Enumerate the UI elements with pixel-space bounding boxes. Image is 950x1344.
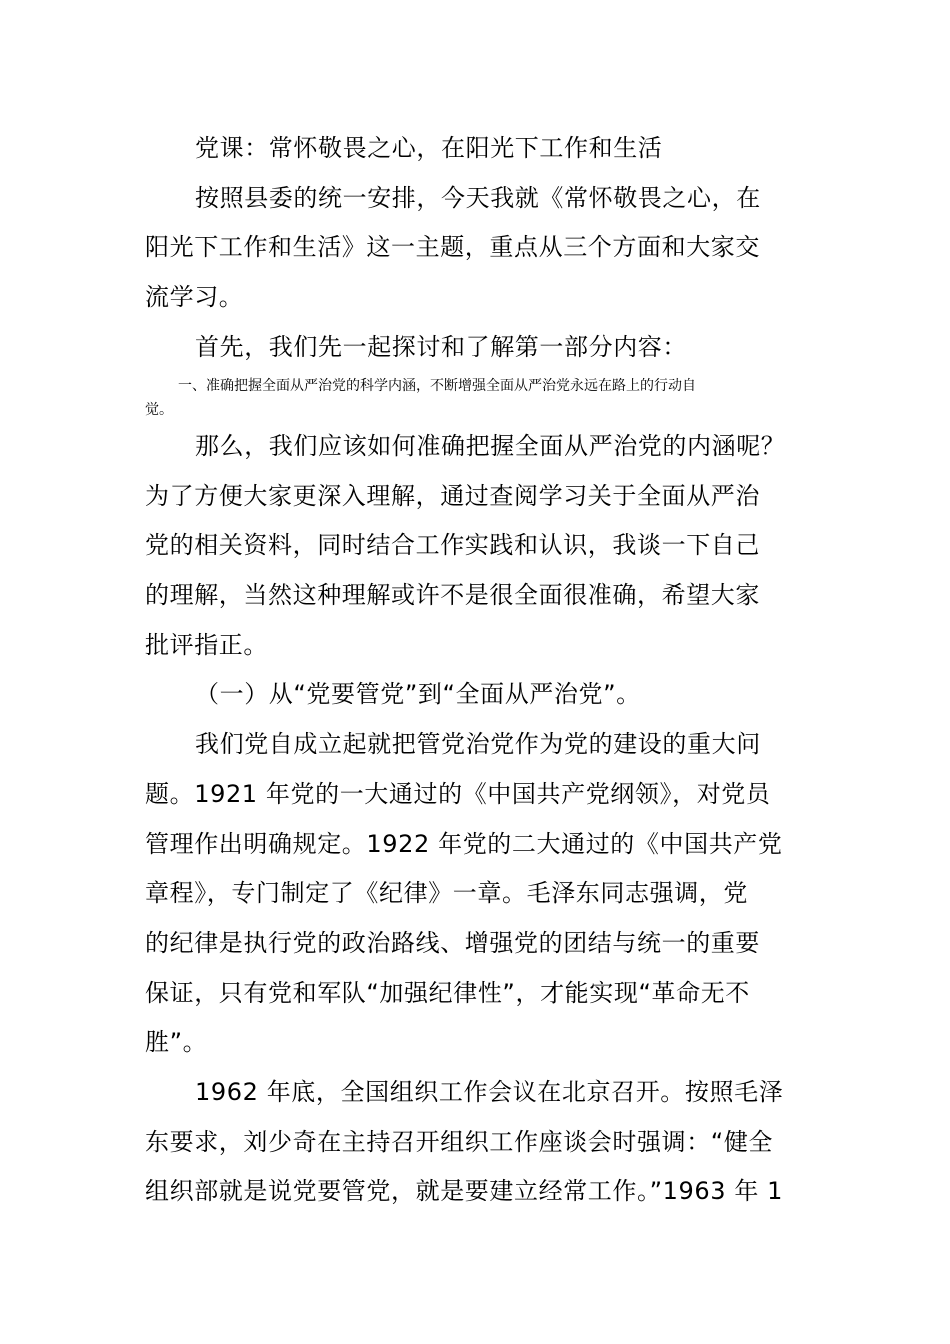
para2-line-5: 的纪律是执行党的政治路线、增强党的团结与统一的重要 — [145, 928, 760, 957]
para2-line-6: 保证，只有党和军队“加强纪律性”，才能实现“革命无不 — [145, 978, 750, 1007]
para2-line-1: 我们党自成立起就把管党治党作为党的建设的重大问 — [195, 730, 761, 759]
para1-line-4: 的理解，当然这种理解或许不是很全面很准确，希望大家 — [145, 581, 760, 610]
subheading: （一）从“党要管党”到“全面从严治党”。 — [195, 680, 641, 709]
para1-line-2: 为了方便大家更深入理解，通过查阅学习关于全面从严治 — [145, 481, 760, 510]
intro-line-1: 按照县委的统一安排，今天我就《常怀敬畏之心，在 — [195, 183, 761, 212]
para1-line-1: 那么，我们应该如何准确把握全面从严治党的内涵呢？ — [195, 432, 786, 460]
document-body-top — [145, 124, 810, 372]
document-body-main — [145, 422, 810, 1217]
para3-line-1: 1962 年底，全国组织工作会议在北京召开。按照毛泽 — [195, 1077, 784, 1106]
para2-line-4: 章程》，专门制定了《纪律》一章。毛泽东同志强调，党 — [145, 879, 748, 908]
section-heading-line-1: 一、准确把握全面从严治党的科学内涵，不断增强全面从严治党永远在路上的行动自 — [178, 378, 696, 394]
para1-line-5: 批评指正。 — [145, 630, 268, 659]
document-title: 党课：常怀敬畏之心，在阳光下工作和生活 — [195, 134, 663, 162]
intro-line-3: 流学习。 — [145, 283, 244, 312]
intro-line-2: 阳光下工作和生活》这一主题，重点从三个方面和大家交 — [145, 233, 760, 262]
para2-line-3: 管理作出明确规定。1922 年党的二大通过的《中国共产党 — [145, 829, 783, 858]
section-heading-line-2: 觉。 — [145, 402, 173, 418]
first-part-line: 首先，我们先一起探讨和了解第一部分内容： — [195, 332, 687, 361]
para2-line-7: 胜”。 — [145, 1028, 208, 1057]
para2-line-2: 题。1921 年党的一大通过的《中国共产党纲领》，对党员 — [145, 779, 771, 808]
para3-line-3: 组织部就是说党要管党，就是要建立经常工作。”1963 年 1 — [145, 1177, 784, 1206]
para1-line-3: 党的相关资料，同时结合工作实践和认识，我谈一下自己 — [145, 531, 760, 560]
para3-line-2: 东要求，刘少奇在主持召开组织工作座谈会时强调：“健全 — [145, 1127, 774, 1156]
section-heading — [145, 374, 815, 422]
